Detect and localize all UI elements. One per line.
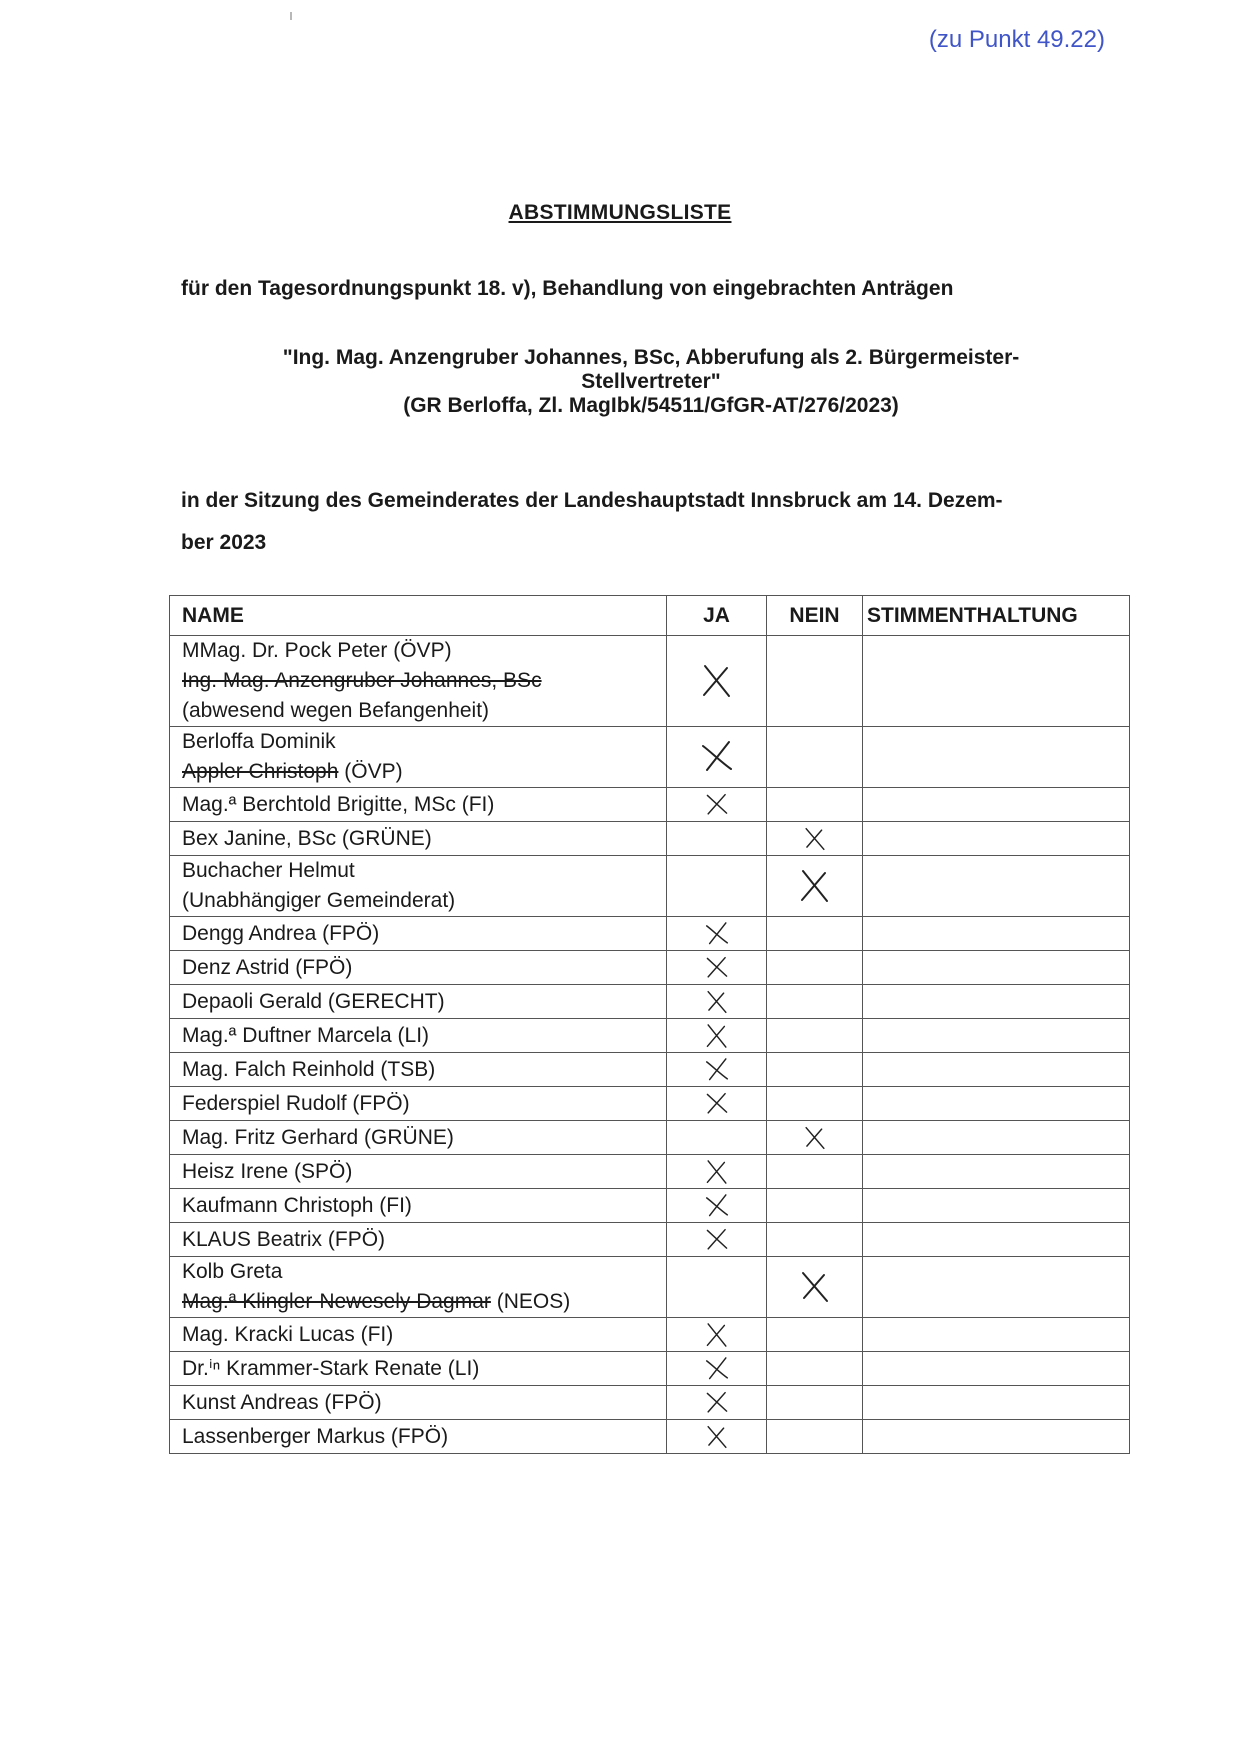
vote-cell-stimmenthaltung bbox=[863, 727, 1130, 788]
x-mark-svg bbox=[702, 1090, 732, 1118]
member-name-line bbox=[182, 824, 666, 854]
vote-cell-stimmenthaltung bbox=[863, 1318, 1130, 1352]
x-mark-stroke bbox=[708, 1426, 726, 1447]
handwritten-x-mark bbox=[702, 1090, 732, 1118]
handwritten-x-mark bbox=[702, 1226, 732, 1254]
x-mark-stroke bbox=[706, 922, 727, 943]
member-name-cell bbox=[170, 917, 667, 951]
vote-cell-ja bbox=[667, 636, 767, 727]
vote-cell-nein bbox=[767, 1352, 863, 1386]
x-mark-stroke bbox=[703, 742, 731, 770]
member-name-cell bbox=[170, 856, 667, 917]
handwritten-x-mark bbox=[702, 1389, 732, 1417]
table-row bbox=[170, 1189, 1130, 1223]
x-mark-stroke bbox=[707, 794, 726, 813]
member-name-cell bbox=[170, 1352, 667, 1386]
vote-cell-ja bbox=[667, 727, 767, 788]
member-name-line bbox=[182, 1257, 666, 1287]
vote-cell-nein bbox=[767, 856, 863, 917]
handwritten-x-mark bbox=[702, 1158, 732, 1186]
x-mark-stroke bbox=[706, 1058, 727, 1079]
vote-cell-ja bbox=[667, 951, 767, 985]
vote-cell-ja bbox=[667, 1352, 767, 1386]
member-name-text: Federspiel Rudolf (FPÖ) bbox=[182, 1091, 410, 1115]
vote-cell-ja bbox=[667, 788, 767, 822]
vote-cell-nein bbox=[767, 1087, 863, 1121]
vote-cell-ja bbox=[667, 917, 767, 951]
x-mark-svg bbox=[699, 662, 735, 700]
struck-name-text: Ing. Mag. Anzengruber Johannes, BSc bbox=[182, 669, 542, 692]
member-name-text: (ÖVP) bbox=[338, 760, 403, 783]
table-row bbox=[170, 727, 1130, 788]
table-row bbox=[170, 951, 1130, 985]
member-name-text: Depaoli Gerald (GERECHT) bbox=[182, 989, 445, 1013]
member-name-line bbox=[182, 636, 666, 666]
member-name-cell bbox=[170, 1155, 667, 1189]
member-name-cell bbox=[170, 727, 667, 788]
table-row bbox=[170, 1223, 1130, 1257]
member-name-text: Mag. Kracki Lucas (FI) bbox=[182, 1322, 394, 1346]
vote-table-body bbox=[170, 636, 1130, 1454]
x-mark-svg bbox=[699, 738, 735, 776]
member-name-line bbox=[182, 1354, 666, 1384]
member-name-line bbox=[182, 919, 666, 949]
handwritten-x-mark bbox=[702, 791, 732, 819]
member-name-line bbox=[182, 727, 666, 757]
x-mark-stroke bbox=[806, 1127, 824, 1148]
x-mark-stroke bbox=[707, 1160, 725, 1182]
x-mark-stroke bbox=[707, 1093, 726, 1112]
member-name-text: Lassenberger Markus (FPÖ) bbox=[182, 1424, 449, 1448]
header-nein: NEIN bbox=[767, 596, 863, 636]
member-name-text: Mag.ª Berchtold Brigitte, MSc (FI) bbox=[182, 792, 495, 816]
vote-cell-ja bbox=[667, 1053, 767, 1087]
vote-cell-stimmenthaltung bbox=[863, 1087, 1130, 1121]
vote-cell-stimmenthaltung bbox=[863, 1155, 1130, 1189]
vote-cell-ja bbox=[667, 1121, 767, 1155]
vote-cell-nein bbox=[767, 1121, 863, 1155]
vote-cell-stimmenthaltung bbox=[863, 636, 1130, 727]
handwritten-x-mark bbox=[699, 662, 735, 700]
member-name-cell bbox=[170, 1189, 667, 1223]
x-mark-svg bbox=[702, 954, 732, 982]
member-name-line bbox=[182, 790, 666, 820]
table-row bbox=[170, 1019, 1130, 1053]
vote-cell-stimmenthaltung bbox=[863, 1386, 1130, 1420]
vote-cell-stimmenthaltung bbox=[863, 1223, 1130, 1257]
handwritten-x-mark bbox=[702, 920, 732, 948]
x-mark-svg bbox=[800, 825, 830, 853]
x-mark-svg bbox=[702, 920, 732, 948]
member-name-cell bbox=[170, 1121, 667, 1155]
vote-cell-nein bbox=[767, 1257, 863, 1318]
vote-cell-stimmenthaltung bbox=[863, 1257, 1130, 1318]
vote-cell-ja bbox=[667, 1189, 767, 1223]
x-mark-stroke bbox=[706, 1357, 727, 1378]
vote-cell-ja bbox=[667, 1087, 767, 1121]
x-mark-svg bbox=[702, 1389, 732, 1417]
member-name-line bbox=[182, 757, 666, 787]
member-name-text: (NEOS) bbox=[490, 1290, 571, 1313]
x-mark-svg bbox=[702, 1321, 732, 1349]
reference-note: (zu Punkt 49.22) bbox=[928, 26, 1105, 53]
vote-cell-stimmenthaltung bbox=[863, 1420, 1130, 1454]
table-row bbox=[170, 822, 1130, 856]
agenda-line: für den Tagesordnungspunkt 18. v), Behandlung von eingebrachten Anträgen bbox=[181, 277, 954, 300]
member-name-line bbox=[182, 1422, 666, 1452]
handwritten-x-mark bbox=[702, 1321, 732, 1349]
member-name-line bbox=[182, 1388, 666, 1418]
table-row bbox=[170, 856, 1130, 917]
table-row bbox=[170, 1053, 1130, 1087]
vote-cell-ja bbox=[667, 985, 767, 1019]
x-mark-svg bbox=[702, 791, 732, 819]
vote-cell-nein bbox=[767, 1420, 863, 1454]
vote-cell-ja bbox=[667, 856, 767, 917]
member-name-text: Kaufmann Christoph (FI) bbox=[182, 1193, 412, 1217]
vote-cell-stimmenthaltung bbox=[863, 1121, 1130, 1155]
member-name-line bbox=[182, 1287, 666, 1317]
x-mark-svg bbox=[702, 1022, 732, 1050]
x-mark-stroke bbox=[803, 1273, 827, 1301]
handwritten-x-mark bbox=[702, 1056, 732, 1084]
vote-cell-stimmenthaltung bbox=[863, 856, 1130, 917]
x-mark-svg bbox=[702, 1192, 732, 1220]
vote-cell-nein bbox=[767, 1189, 863, 1223]
vote-cell-nein bbox=[767, 1223, 863, 1257]
vote-cell-ja bbox=[667, 1386, 767, 1420]
vote-cell-nein bbox=[767, 1053, 863, 1087]
handwritten-x-mark bbox=[702, 1022, 732, 1050]
member-name-cell bbox=[170, 1223, 667, 1257]
member-name-text: Dr.ⁱⁿ Krammer-Stark Renate (LI) bbox=[182, 1356, 480, 1380]
motion-title-line-1: "Ing. Mag. Anzengruber Johannes, BSc, Abberufung als 2. Bürgermeister- bbox=[282, 346, 1020, 369]
handwritten-x-mark bbox=[702, 988, 732, 1016]
member-name-line bbox=[182, 1021, 666, 1051]
member-name-text: Kunst Andreas (FPÖ) bbox=[182, 1390, 382, 1414]
member-name-cell bbox=[170, 636, 667, 727]
vote-cell-ja bbox=[667, 1318, 767, 1352]
table-row bbox=[170, 985, 1130, 1019]
session-line-2: ber 2023 bbox=[181, 531, 267, 554]
member-name-text: (Unabhängiger Gemeinderat) bbox=[182, 889, 456, 912]
vote-cell-nein bbox=[767, 917, 863, 951]
table-row bbox=[170, 1420, 1130, 1454]
member-name-line bbox=[182, 953, 666, 983]
x-mark-stroke bbox=[707, 1229, 726, 1248]
member-name-cell bbox=[170, 1087, 667, 1121]
vote-cell-ja bbox=[667, 1257, 767, 1318]
x-mark-stroke bbox=[707, 1323, 725, 1345]
x-mark-svg bbox=[702, 1158, 732, 1186]
x-mark-stroke bbox=[802, 871, 827, 901]
vote-cell-stimmenthaltung bbox=[863, 822, 1130, 856]
table-row bbox=[170, 1087, 1130, 1121]
session-info bbox=[181, 480, 1086, 564]
x-mark-stroke bbox=[707, 957, 726, 976]
x-mark-stroke bbox=[707, 1024, 725, 1046]
x-mark-svg bbox=[797, 867, 833, 905]
table-row bbox=[170, 1155, 1130, 1189]
handwritten-x-mark bbox=[800, 1124, 830, 1152]
vote-cell-stimmenthaltung bbox=[863, 1019, 1130, 1053]
handwritten-x-mark bbox=[699, 738, 735, 776]
member-name-text: Buchacher Helmut bbox=[182, 859, 355, 882]
x-mark-svg bbox=[800, 1124, 830, 1152]
x-mark-svg bbox=[702, 1056, 732, 1084]
table-row bbox=[170, 1386, 1130, 1420]
member-name-line bbox=[182, 1191, 666, 1221]
member-name-line bbox=[182, 1320, 666, 1350]
vote-cell-ja bbox=[667, 1223, 767, 1257]
member-name-line bbox=[182, 886, 666, 916]
x-mark-stroke bbox=[708, 991, 726, 1012]
member-name-text: Kolb Greta bbox=[182, 1260, 283, 1283]
x-mark-svg bbox=[702, 1355, 732, 1383]
vote-cell-nein bbox=[767, 1318, 863, 1352]
table-row bbox=[170, 788, 1130, 822]
member-name-cell bbox=[170, 1053, 667, 1087]
member-name-cell bbox=[170, 788, 667, 822]
member-name-cell bbox=[170, 1318, 667, 1352]
vote-cell-nein bbox=[767, 1155, 863, 1189]
header-ja: JA bbox=[667, 596, 767, 636]
table-row bbox=[170, 1318, 1130, 1352]
member-name-line bbox=[182, 1055, 666, 1085]
member-name-line bbox=[182, 1123, 666, 1153]
member-name-line bbox=[182, 1225, 666, 1255]
vote-table-header bbox=[170, 596, 1130, 636]
table-row bbox=[170, 636, 1130, 727]
handwritten-x-mark bbox=[702, 954, 732, 982]
x-mark-stroke bbox=[806, 828, 824, 849]
motion-block bbox=[181, 346, 1121, 418]
table-row bbox=[170, 1352, 1130, 1386]
scan-speck bbox=[290, 12, 292, 20]
vote-cell-stimmenthaltung bbox=[863, 951, 1130, 985]
member-name-line bbox=[182, 856, 666, 886]
member-name-text: Denz Astrid (FPÖ) bbox=[182, 955, 353, 979]
struck-name-text: Mag.ª Klingler-Newesely Dagmar bbox=[182, 1290, 491, 1313]
session-line-1: in der Sitzung des Gemeinderates der Landeshauptstadt Innsbruck am 14. Dezem- bbox=[181, 489, 1003, 512]
member-name-line bbox=[182, 696, 666, 726]
member-name-line bbox=[182, 666, 666, 696]
handwritten-x-mark bbox=[702, 1423, 732, 1451]
vote-cell-ja bbox=[667, 1420, 767, 1454]
vote-cell-nein bbox=[767, 1019, 863, 1053]
member-name-text: KLAUS Beatrix (FPÖ) bbox=[182, 1227, 386, 1251]
x-mark-svg bbox=[797, 1268, 833, 1306]
handwritten-x-mark bbox=[702, 1355, 732, 1383]
x-mark-stroke bbox=[707, 1392, 726, 1411]
handwritten-x-mark bbox=[797, 1268, 833, 1306]
member-name-cell bbox=[170, 1420, 667, 1454]
vote-cell-ja bbox=[667, 822, 767, 856]
member-name-text: Bex Janine, BSc (GRÜNE) bbox=[182, 826, 432, 850]
x-mark-svg bbox=[702, 988, 732, 1016]
x-mark-svg bbox=[702, 1423, 732, 1451]
vote-cell-stimmenthaltung bbox=[863, 1053, 1130, 1087]
vote-cell-stimmenthaltung bbox=[863, 1189, 1130, 1223]
motion-reference: (GR Berloffa, Zl. MagIbk/54511/GfGR-AT/276/2023) bbox=[403, 394, 899, 417]
vote-cell-stimmenthaltung bbox=[863, 917, 1130, 951]
member-name-line bbox=[182, 1089, 666, 1119]
member-name-text: Heisz Irene (SPÖ) bbox=[182, 1159, 353, 1183]
member-name-cell bbox=[170, 1386, 667, 1420]
vote-table bbox=[169, 595, 1130, 1454]
motion-title-line-2: Stellvertreter" bbox=[581, 370, 721, 393]
member-name-text: Dengg Andrea (FPÖ) bbox=[182, 921, 380, 945]
vote-cell-nein bbox=[767, 727, 863, 788]
member-name-cell bbox=[170, 951, 667, 985]
vote-cell-nein bbox=[767, 636, 863, 727]
member-name-text: Mag.ª Duftner Marcela (LI) bbox=[182, 1023, 430, 1047]
vote-cell-stimmenthaltung bbox=[863, 1352, 1130, 1386]
member-name-line bbox=[182, 1157, 666, 1187]
table-row bbox=[170, 917, 1130, 951]
x-mark-stroke bbox=[704, 666, 729, 696]
header-stimmenthaltung: STIMMENTHALTUNG bbox=[863, 596, 1130, 636]
handwritten-x-mark bbox=[800, 825, 830, 853]
vote-cell-nein bbox=[767, 788, 863, 822]
x-mark-stroke bbox=[706, 1194, 727, 1215]
vote-cell-nein bbox=[767, 985, 863, 1019]
member-name-cell bbox=[170, 822, 667, 856]
vote-cell-ja bbox=[667, 1019, 767, 1053]
member-name-cell bbox=[170, 1019, 667, 1053]
member-name-cell bbox=[170, 1257, 667, 1318]
vote-cell-ja bbox=[667, 1155, 767, 1189]
member-name-text: (abwesend wegen Befangenheit) bbox=[182, 699, 490, 722]
header-name: NAME bbox=[170, 596, 667, 636]
member-name-text: Mag. Fritz Gerhard (GRÜNE) bbox=[182, 1125, 454, 1149]
member-name-cell bbox=[170, 985, 667, 1019]
table-row bbox=[170, 1121, 1130, 1155]
x-mark-svg bbox=[702, 1226, 732, 1254]
handwritten-x-mark bbox=[797, 867, 833, 905]
vote-cell-nein bbox=[767, 822, 863, 856]
table-row bbox=[170, 1257, 1130, 1318]
member-name-text: Mag. Falch Reinhold (TSB) bbox=[182, 1057, 436, 1081]
document-title: ABSTIMMUNGSLISTE bbox=[508, 201, 732, 224]
vote-cell-stimmenthaltung bbox=[863, 788, 1130, 822]
struck-name-text: Appler Christoph bbox=[182, 760, 339, 783]
member-name-text: Berloffa Dominik bbox=[182, 730, 336, 753]
vote-cell-nein bbox=[767, 1386, 863, 1420]
member-name-line bbox=[182, 987, 666, 1017]
vote-cell-nein bbox=[767, 951, 863, 985]
vote-cell-stimmenthaltung bbox=[863, 985, 1130, 1019]
member-name-text: MMag. Dr. Pock Peter (ÖVP) bbox=[182, 639, 452, 662]
handwritten-x-mark bbox=[702, 1192, 732, 1220]
